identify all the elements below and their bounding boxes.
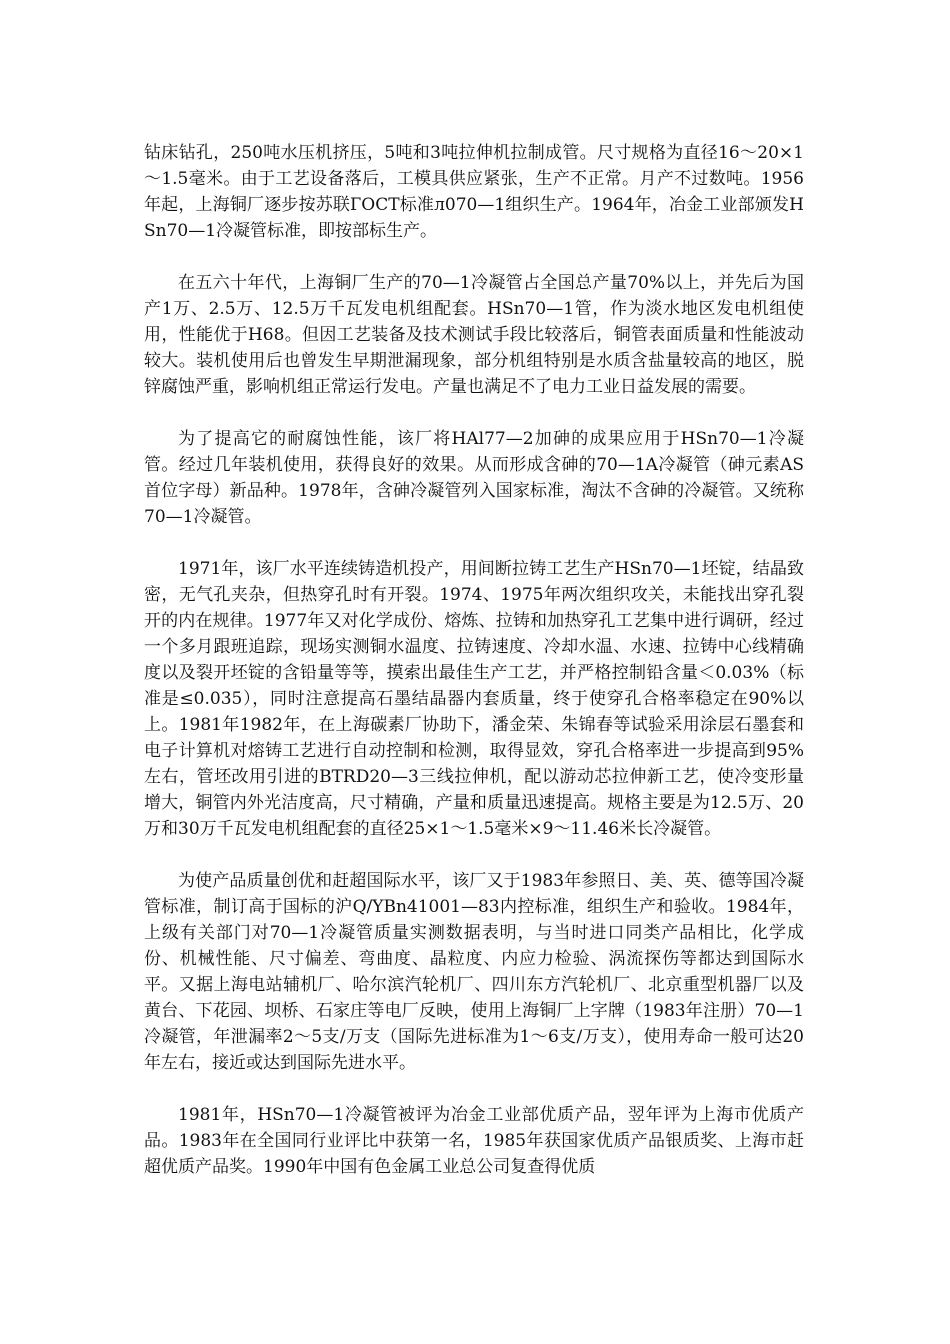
paragraph: 在五六十年代，上海铜厂生产的70—1冷凝管占全国总产量70%以上，并先后为国产1万、2.5万、12.5万千瓦发电机组配套。HSn70—1管，作为淡水地区发电机组使用，性能优于H68。但因工艺装备及技术测试手段比较落后，铜管表面质量和性能波动较大。装机使用后也曾发生早期泄漏现象，部分机组特别是水质含盐量较高的地区，脱锌腐蚀严重，影响机组正常运行发电。产量也满足不了电力工业日益发展的需要。: [144, 273, 804, 397]
paragraph: 钻床钻孔，250吨水压机挤压，5吨和3吨拉伸机拉制成管。尺寸规格为直径16～20×1～1.5毫米。由于工艺设备落后，工模具供应紧张，生产不正常。月产不过数吨。1956年起，上海铜厂逐步按苏联ГОСТ标准л070—1组织生产。1964年，冶金工业部颁发HSn70—1冷凝管标准，即按部标生产。: [144, 143, 804, 241]
paragraph: 为使产品质量创优和赶超国际水平，该厂又于1983年参照日、美、英、德等国冷凝管标准，制订高于国标的沪Q/YBn41001—83内控标准，组织生产和验收。1984年，上级有关部门对70—1冷凝管质量实测数据表明，与当时进口同类产品相比，化学成份、机械性能、尺寸偏差、弯曲度、晶粒度、内应力检验、涡流探伤等都达到国际水平。又据上海电站辅机厂、哈尔滨汽轮机厂、四川东方汽轮机厂、北京重型机器厂以及黄台、下花园、坝桥、石家庄等电厂反映，使用上海铜厂上字牌（1983年注册）70—1冷凝管，年泄漏率2～5支/万支（国际先进标准为1～6支/万支），使用寿命一般可达20年左右，接近或达到国际先进水平。: [144, 871, 804, 1073]
paragraph: 1981年，HSn70—1冷凝管被评为冶金工业部优质产品，翌年评为上海市优质产品。1983年在全国同行业评比中获第一名，1985年获国家优质产品银质奖、上海市赶超优质产品奖。1990年中国有色金属工业总公司复查得优质: [144, 1105, 804, 1177]
paragraph: 为了提高它的耐腐蚀性能，该厂将HAl77—2加砷的成果应用于HSn70—1冷凝管。经过几年装机使用，获得良好的效果。从而形成含砷的70—1A冷凝管（砷元素AS首位字母）新品种。1978年，含砷冷凝管列入国家标准，淘汰不含砷的冷凝管。又统称70—1冷凝管。: [144, 429, 804, 527]
paragraph: 1971年，该厂水平连续铸造机投产，用间断拉铸工艺生产HSn70—1坯锭，结晶致密，无气孔夹杂，但热穿孔时有开裂。1974、1975年两次组织攻关，未能找出穿孔裂开的内在规律。1977年又对化学成份、熔炼、拉铸和加热穿孔工艺集中进行调研，经过一个多月跟班追踪，现场实测铜水温度、拉铸速度、冷却水温、水速、拉铸中心线精确度以及裂开坯锭的含铅量等等，摸索出最佳生产工艺，并严格控制铅含量＜0.03%（标准是≤0.035），同时注意提高石墨结晶器内套质量，终于使穿孔合格率稳定在90%以上。1981年1982年，在上海碳素厂协助下，潘金荣、朱锦春等试验采用涂层石墨套和电子计算机对熔铸工艺进行自动控制和检测，取得显效，穿孔合格率进一步提高到95%左右，管坯改用引进的BTRD20—3三线拉伸机，配以游动芯拉伸新工艺，使冷变形量增大，铜管内外光洁度高，尺寸精确，产量和质量迅速提高。规格主要是为12.5万、20万和30万千瓦发电机组配套的直径25×1～1.5毫米×9～11.46米长冷凝管。: [144, 559, 804, 839]
document-body: [144, 140, 804, 1180]
